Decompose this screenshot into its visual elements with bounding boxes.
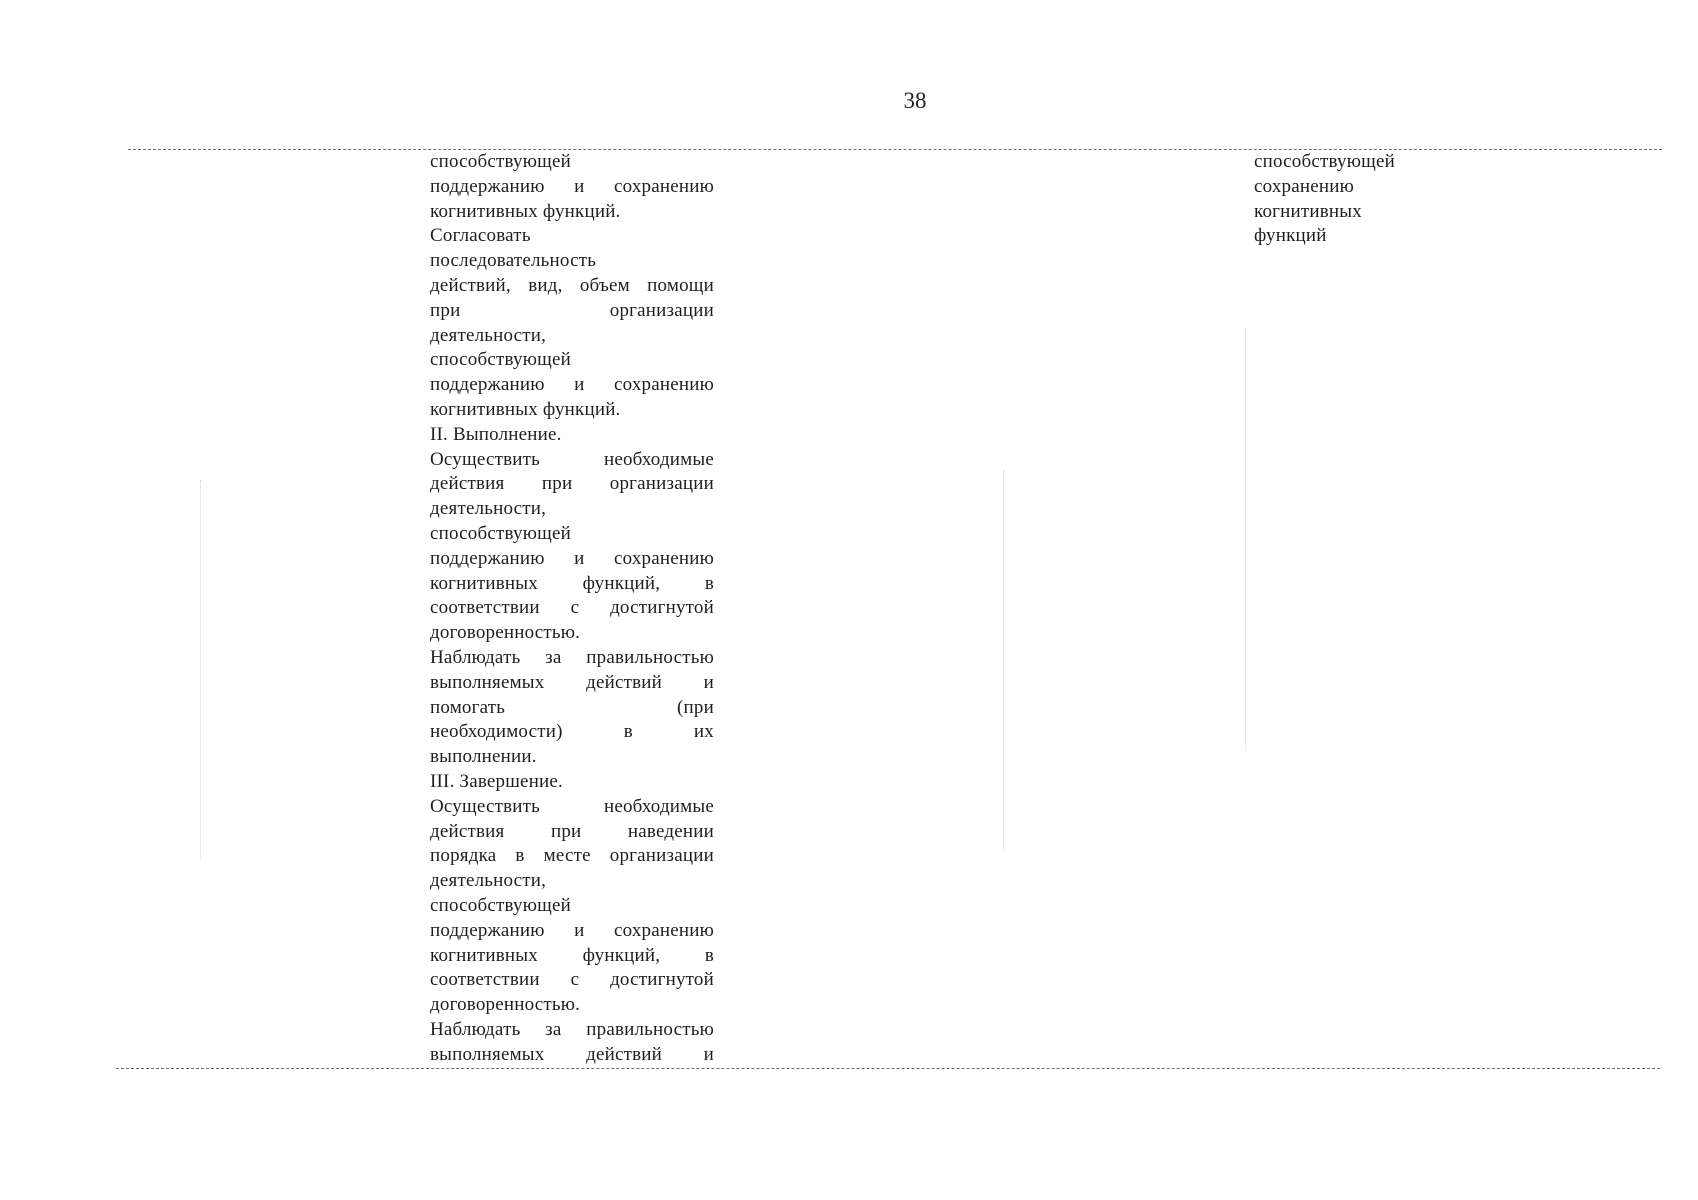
text-line: Согласовать [430,225,531,247]
text-line [430,596,714,621]
text-word: в [704,572,714,594]
text-word: в [623,721,633,743]
text-word: и [703,1043,714,1065]
procedure-text-cell [430,150,714,1066]
text-line [430,274,714,299]
text-line: способствующей [430,522,571,544]
text-line [430,175,714,200]
text-word: выполняемых [430,1043,545,1065]
text-word: соответствии [430,969,540,991]
text-line [430,299,714,324]
text-word: поддержанию [430,374,545,396]
text-word: действий [586,1043,662,1065]
text-word: (при [677,696,714,718]
text-line: когнитивных функций. [430,200,621,222]
text-line [430,547,714,572]
text-word: за [545,646,562,668]
text-word: за [545,1018,562,1040]
text-word: действий, [430,274,511,296]
text-line: последовательность [430,250,597,272]
page-number: 38 [903,88,927,113]
text-line: деятельности, [430,870,547,892]
text-line [430,472,714,497]
text-word: Наблюдать [430,646,521,668]
text-word: выполняемых [430,671,545,693]
text-line [430,696,714,721]
text-line [430,373,714,398]
text-line [430,1018,714,1043]
text-word: месте [543,845,591,867]
text-word: Осуществить [430,448,540,470]
text-line [430,671,714,696]
text-word: с [570,969,580,991]
text-word: вид, [528,274,563,296]
text-line: III. Завершение. [430,770,564,792]
faint-column-border [200,480,201,860]
text-line: договоренностью. [430,622,581,644]
text-word: правильностью [586,646,714,668]
text-word: в [515,845,525,867]
text-line [430,1043,714,1066]
text-word: объем [579,274,630,296]
text-word: сохранению [613,374,714,396]
text-word: и [574,175,585,197]
text-word: необходимые [603,795,714,817]
text-word: и [703,671,714,693]
text-word: и [574,547,585,569]
text-line: когнитивных [1254,200,1362,222]
text-line [430,795,714,820]
text-word: наведении [627,820,714,842]
text-word: действий [586,671,662,693]
text-word: функций, [582,944,661,966]
text-line [430,646,714,671]
result-text-cell [1254,150,1474,249]
text-line: способствующей [430,894,571,916]
text-line: когнитивных функций. [430,398,621,420]
text-line: способствующей [1254,151,1395,172]
text-line: способствующей [430,151,571,172]
text-word: Осуществить [430,795,540,817]
text-word: при [541,473,573,495]
text-word: при [550,820,582,842]
text-word: организации [609,845,714,867]
text-word: необходимости) [430,721,563,743]
text-line: способствующей [430,349,571,371]
text-word: порядка [430,845,497,867]
text-line: договоренностью. [430,994,581,1016]
text-word: помощи [647,274,714,296]
text-line [430,919,714,944]
text-word: когнитивных [430,572,538,594]
text-word: в [704,944,714,966]
text-line [430,720,714,745]
text-word: необходимые [603,448,714,470]
text-word: когнитивных [430,944,538,966]
text-word: поддержанию [430,547,545,569]
text-line [430,572,714,597]
text-word: действия [430,820,505,842]
text-line: сохранению [1254,175,1355,197]
text-line: функций [1254,225,1327,247]
text-word: функций, [582,572,661,594]
text-word: с [570,597,580,619]
text-line [430,820,714,845]
text-word: правильностью [586,1018,714,1040]
text-word: Наблюдать [430,1018,521,1040]
text-word: и [574,374,585,396]
text-word: при [430,299,461,321]
text-line: II. Выполнение. [430,423,562,445]
text-word: организации [609,473,714,495]
text-word: сохранению [613,919,714,941]
faint-column-border [1245,330,1246,750]
table-bottom-border [116,1068,1660,1069]
text-word: достигнутой [610,969,714,991]
text-word: и [574,919,585,941]
text-word: поддержанию [430,919,545,941]
text-word: поддержанию [430,175,545,197]
text-line: деятельности, [430,498,547,520]
text-word: действия [430,473,505,495]
text-word: достигнутой [610,597,714,619]
text-word: организации [609,299,714,321]
text-line [430,448,714,473]
text-line: выполнении. [430,746,537,768]
text-word: сохранению [613,175,714,197]
text-word: сохранению [613,547,714,569]
text-line [430,844,714,869]
text-word: соответствии [430,597,540,619]
text-word: их [693,721,714,743]
text-line [430,968,714,993]
text-line: деятельности, [430,324,547,346]
text-line [430,944,714,969]
faint-column-border [1003,470,1004,850]
text-word: помогать [430,696,506,718]
